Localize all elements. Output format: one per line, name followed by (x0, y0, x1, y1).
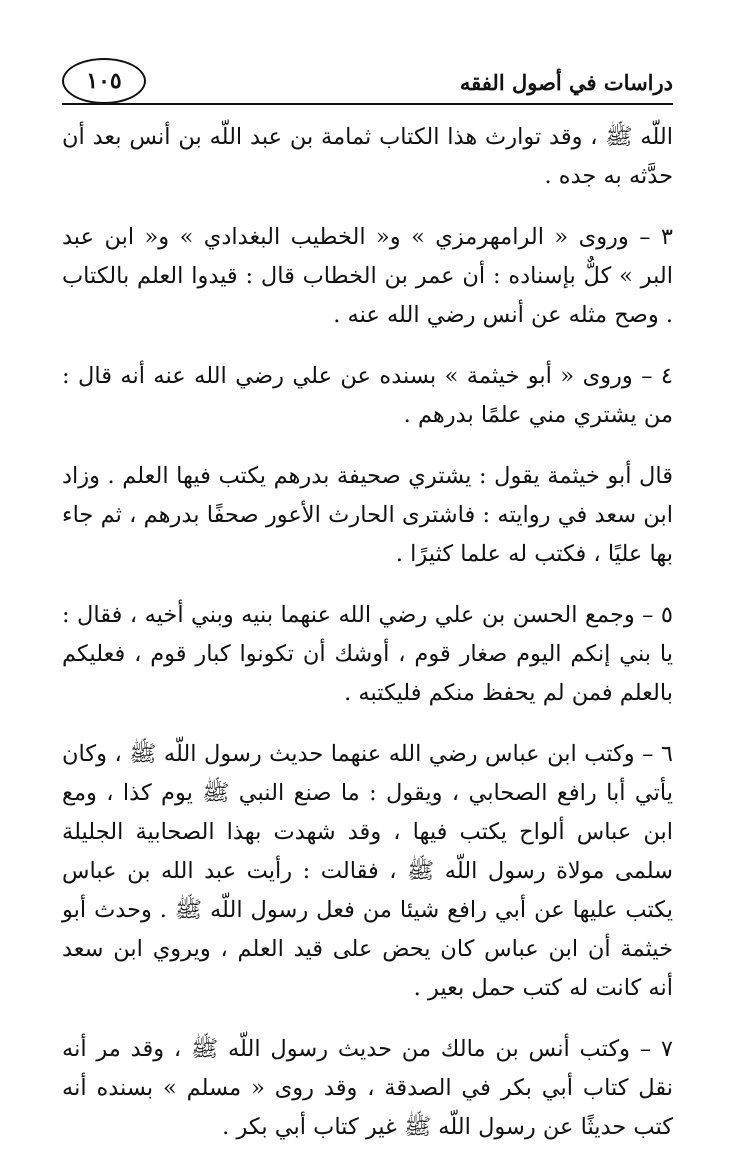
page-body (62, 118, 673, 1167)
paragraph-1: اللّه ﷺ ، وقد توارث هذا الكتاب ثمامة بن عبد اللّه بن أنس بعد أن حدَّثه به جده . (62, 124, 673, 189)
running-title: دراسات في أصول الفقه (459, 70, 673, 95)
paragraph-6: ٦ – وكتب ابن عباس رضي الله عنهما حديث رسول اللّه ﷺ ، وكان يأتي أبا رافع الصحابي ، ويقول : ما صنع النبي ﷺ يوم كذا ، ومع ابن عباس ألواح يكتب فيها ، وقد شهدت بهذا الصحابية الجليلة سلمى مولاة رسول اللّه ﷺ ، فقالت : رأيت عبد الله بن عباس يكتب عليها عن أبي رافع شيئا من فعل رسول اللّه ﷺ . وحدث أبو خيثمة أن ابن عباس كان يحض على قيد العلم ، ويروي ابن سعد أنه كانت له كتب حمل بعير . (62, 741, 673, 1001)
header-rule (62, 103, 673, 105)
paragraph-2: ٣ – وروى « الرامهرمزي » و« الخطيب البغدادي » و« ابن عبد البر » كلٌّ بإسناده : أن عمر بن الخطاب قال : قيدوا العلم بالكتاب . وصح مثله عن أنس رضي الله عنه . (62, 224, 673, 328)
page-header (62, 58, 673, 108)
paragraph-5: ٥ – وجمع الحسن بن علي رضي الله عنهما بنيه وبني أخيه ، فقال : يا بني إنكم اليوم صغار قوم ، أوشك أن تكونوا كبار قوم ، فعليكم بالعلم فمن لم يحفظ منكم فليكتبه . (62, 602, 673, 706)
page-number-badge: ١٠٥ (62, 58, 146, 104)
paragraph-3: ٤ – وروى « أبو خيثمة » بسنده عن علي رضي الله عنه أنه قال : من يشتري مني علمًا بدرهم . (62, 363, 673, 428)
paragraph-7: ٧ – وكتب أنس بن مالك من حديث رسول اللّه ﷺ ، وقد مر أنه نقل كتاب أبي بكر في الصدقة ، وقد روى « مسلم » بسنده أنه كتب حديثًا عن رسول اللّه ﷺ غير كتاب أبي بكر . (62, 1036, 673, 1140)
paragraph-4: قال أبو خيثمة يقول : يشتري صحيفة بدرهم يكتب فيها العلم . وزاد ابن سعد في روايته : فاشترى الحارث الأعور صحفًا بدرهم ، ثم جاء بها عليًا ، فكتب له علما كثيرًا . (62, 463, 673, 567)
